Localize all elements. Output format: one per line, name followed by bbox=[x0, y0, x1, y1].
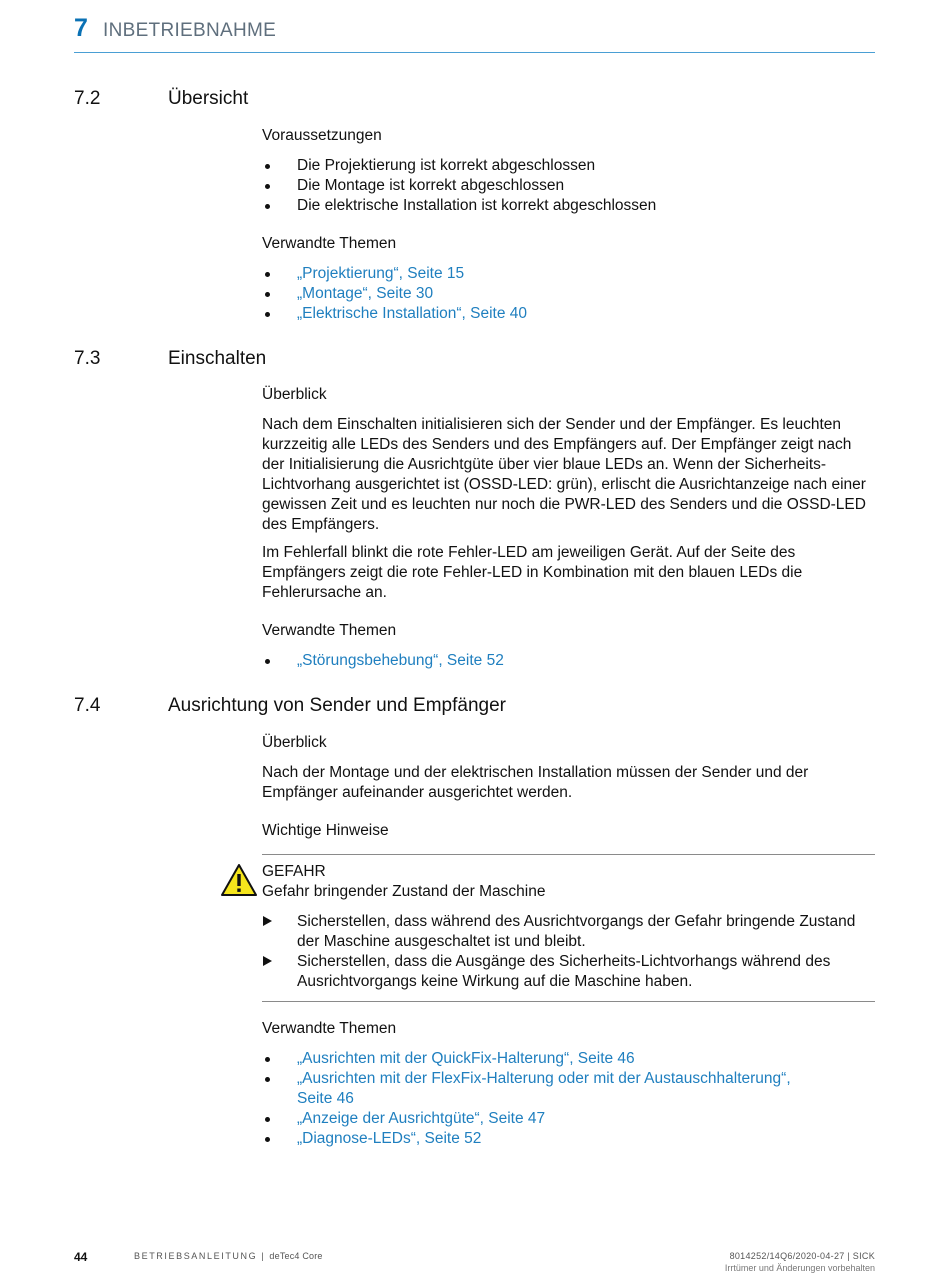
list-item bbox=[262, 196, 875, 216]
prereq-heading: Voraussetzungen bbox=[262, 127, 382, 144]
related-link[interactable]: „Anzeige der Ausrichtgüte“, Seite 47 bbox=[297, 1110, 546, 1127]
list-item bbox=[262, 1129, 875, 1149]
danger-box bbox=[262, 862, 875, 992]
related-list bbox=[262, 1049, 875, 1149]
related-block-7-3 bbox=[262, 621, 875, 671]
bullet-icon bbox=[265, 1137, 270, 1142]
footer-separator: | bbox=[261, 1251, 266, 1261]
section-title-7-2: Übersicht bbox=[168, 88, 249, 109]
notes-heading-block bbox=[262, 821, 875, 841]
related-link[interactable]: „Ausrichten mit der QuickFix-Halterung“, Seite 46 bbox=[297, 1050, 635, 1067]
related-link[interactable]: „Elektrische Installation“, Seite 40 bbox=[297, 305, 528, 322]
bullet-icon bbox=[265, 184, 270, 189]
list-item bbox=[262, 1069, 875, 1109]
bullet-icon bbox=[265, 1077, 270, 1082]
prereq-text: Die Montage ist korrekt abgeschlossen bbox=[297, 177, 565, 194]
prereq-list bbox=[262, 156, 875, 216]
list-item bbox=[262, 1049, 875, 1069]
bullet-icon bbox=[265, 272, 270, 277]
bullet-icon bbox=[265, 292, 270, 297]
arrow-icon bbox=[263, 956, 272, 966]
bullet-icon bbox=[265, 164, 270, 169]
overview-heading: Überblick bbox=[262, 734, 327, 751]
related-heading: Verwandte Themen bbox=[262, 235, 397, 252]
bullet-icon bbox=[265, 312, 270, 317]
danger-bottom-rule bbox=[262, 1001, 875, 1002]
notes-heading: Wichtige Hinweise bbox=[262, 822, 389, 839]
prereq-block bbox=[262, 126, 875, 216]
chapter-number: 7 bbox=[74, 14, 88, 42]
header-divider bbox=[74, 52, 875, 53]
bullet-icon bbox=[265, 1117, 270, 1122]
danger-top-rule bbox=[262, 854, 875, 855]
related-heading: Verwandte Themen bbox=[262, 622, 397, 639]
bullet-icon bbox=[265, 204, 270, 209]
list-item bbox=[262, 651, 875, 671]
list-item bbox=[262, 952, 875, 992]
overview-heading: Überblick bbox=[262, 386, 327, 403]
section-number-7-3: 7.3 bbox=[74, 348, 101, 369]
related-list bbox=[262, 264, 875, 324]
list-item bbox=[262, 264, 875, 284]
bullet-icon bbox=[265, 659, 270, 664]
footer-disclaimer: Irrtümer und Änderungen vorbehalten bbox=[724, 1263, 875, 1273]
action-text: Sicherstellen, dass die Ausgänge des Sicherheits-Lichtvorhangs während des Ausrichtvorgangs keine Wirkung auf die Maschine haben. bbox=[297, 953, 831, 990]
footer-product: deTec4 Core bbox=[269, 1251, 323, 1261]
section-title-7-4: Ausrichtung von Sender und Empfänger bbox=[168, 695, 506, 716]
action-text: Sicherstellen, dass während des Ausrichtvorgangs der Gefahr bringende Zustand der Maschine ausgeschaltet ist und bleibt. bbox=[297, 913, 856, 950]
body-paragraph: Nach der Montage und der elektrischen Installation müssen der Sender und der Empfänger aufeinander ausgerichtet werden. bbox=[262, 764, 809, 801]
prereq-text: Die elektrische Installation ist korrekt abgeschlossen bbox=[297, 197, 657, 214]
chapter-title: INBETRIEBNAHME bbox=[103, 20, 277, 41]
list-item bbox=[262, 156, 875, 176]
bullet-icon bbox=[265, 1057, 270, 1062]
related-heading: Verwandte Themen bbox=[262, 1020, 397, 1037]
list-item bbox=[262, 304, 875, 324]
related-list bbox=[262, 651, 875, 671]
danger-actions bbox=[262, 912, 875, 992]
overview-block-7-4 bbox=[262, 733, 875, 803]
list-item bbox=[262, 176, 875, 196]
list-item bbox=[262, 284, 875, 304]
footer-doc-info bbox=[134, 1251, 323, 1261]
related-block-7-4 bbox=[262, 1019, 875, 1149]
arrow-icon bbox=[263, 916, 272, 926]
related-link[interactable]: „Ausrichten mit der FlexFix-Halterung oder mit der Austauschhalterung“, Seite 46 bbox=[297, 1070, 791, 1107]
footer-doc-code: 8014252/14Q6/2020-04-27 | SICK bbox=[729, 1251, 875, 1261]
related-link[interactable]: „Projektierung“, Seite 15 bbox=[297, 265, 465, 282]
section-title-7-3: Einschalten bbox=[168, 348, 267, 369]
overview-block-7-3 bbox=[262, 385, 875, 603]
section-number-7-2: 7.2 bbox=[74, 88, 101, 109]
body-paragraph: Im Fehlerfall blinkt die rote Fehler-LED am jeweiligen Gerät. Auf der Seite des Empfängers zeigt die rote Fehler-LED in Kombination mit den blauen LEDs die Fehlerursache an. bbox=[262, 544, 803, 601]
warning-triangle-icon bbox=[220, 863, 258, 902]
page-number: 44 bbox=[74, 1250, 88, 1264]
related-link[interactable]: „Diagnose-LEDs“, Seite 52 bbox=[297, 1130, 482, 1147]
body-paragraph: Nach dem Einschalten initialisieren sich der Sender und der Empfänger. Es leuchten kurzzeitig alle LEDs des Senders und des Empfängers auf. Der Empfänger zeigt nach der Initialisierung die Ausrichtgüte über vier blaue LEDs an. Wenn der Sicherheits-Lichtvorhang ausgerichtet ist (OSSD-LED: grün), erlischt die Ausrichtanzeige nach einer gewissen Zeit und es leuchten nur noch die PWR-LED des Senders und die OSSD-LED des Empfängers. bbox=[262, 416, 866, 533]
related-link[interactable]: „Montage“, Seite 30 bbox=[297, 285, 434, 302]
danger-label: GEFAHR bbox=[262, 863, 326, 880]
list-item bbox=[262, 912, 875, 952]
list-item bbox=[262, 1109, 875, 1129]
prereq-text: Die Projektierung ist korrekt abgeschlossen bbox=[297, 157, 596, 174]
footer-doc-type: BETRIEBSANLEITUNG bbox=[134, 1251, 258, 1261]
related-block-7-2 bbox=[262, 234, 875, 324]
related-link[interactable]: „Störungsbehebung“, Seite 52 bbox=[297, 652, 504, 669]
danger-text: Gefahr bringender Zustand der Maschine bbox=[262, 883, 546, 900]
section-number-7-4: 7.4 bbox=[74, 695, 101, 716]
